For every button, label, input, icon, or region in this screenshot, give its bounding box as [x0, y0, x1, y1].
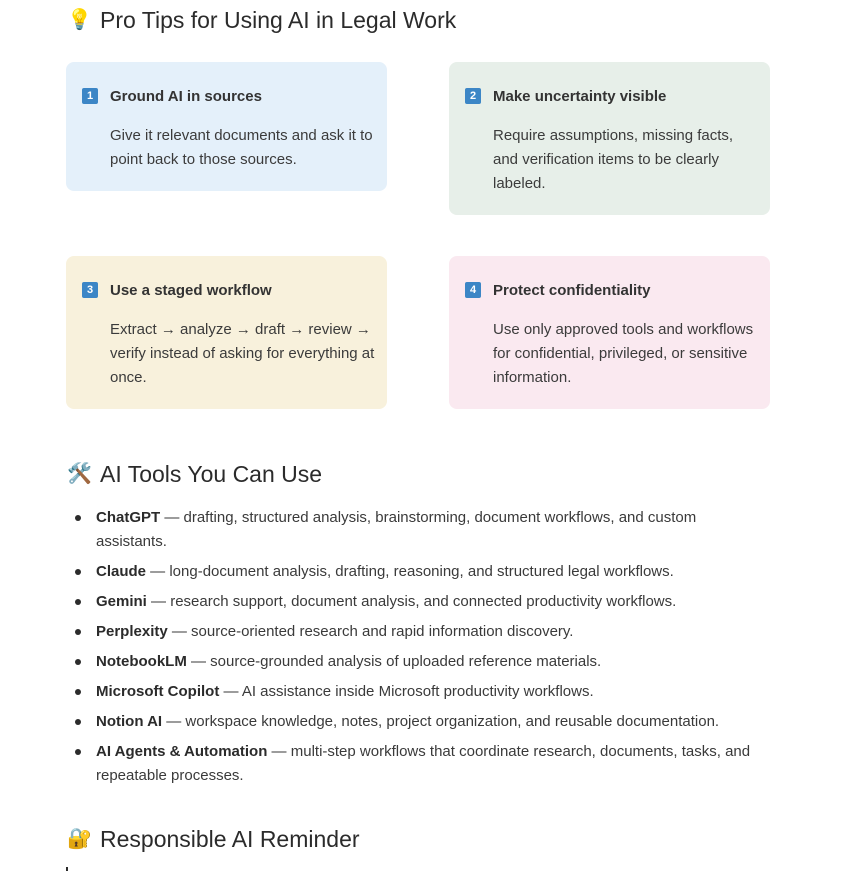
bullet-icon [75, 569, 81, 575]
list-item [67, 560, 767, 584]
number-four-icon: 4 [465, 282, 481, 298]
tool-name: Notion AI [96, 713, 163, 730]
tools-list [67, 506, 767, 794]
tip-body: Give it relevant documents and ask it to point back to those sources. [110, 127, 373, 168]
tools-heading [67, 458, 322, 490]
tool-description: — source-oriented research and rapid information discovery. [167, 623, 574, 640]
tool-name: Microsoft Copilot [96, 683, 220, 700]
tool-name: AI Agents & Automation [96, 743, 268, 760]
list-item [67, 740, 767, 788]
bullet-icon [75, 719, 81, 725]
list-item [67, 680, 767, 704]
tool-description: — AI assistance inside Microsoft productivity workflows. [219, 683, 594, 700]
pro-tips-title: Pro Tips for Using AI in Legal Work [100, 6, 457, 33]
lightbulb-icon: 💡 [67, 9, 92, 31]
pro-tips-heading [67, 4, 456, 36]
number-one-icon: 1 [82, 88, 98, 104]
bullet-icon [75, 629, 81, 635]
tools-title: AI Tools You Can Use [100, 460, 323, 487]
tip-title: Use a staged workflow [110, 281, 272, 299]
tool-name: Gemini [96, 593, 147, 610]
tip-body: Extract → analyze → draft → review → verify instead of asking for everything at once. [110, 321, 375, 386]
tool-description: — drafting, structured analysis, brainstorming, document workflows, and custom assistants. [96, 509, 697, 550]
tools-icon: 🛠️ [67, 463, 92, 485]
bullet-icon [75, 515, 81, 521]
tip-body: Use only approved tools and workflows for confidential, privileged, or sensitive information. [493, 321, 754, 386]
responsible-title: Responsible AI Reminder [100, 825, 360, 852]
tool-description: — long-document analysis, drafting, reasoning, and structured legal workflows. [146, 563, 674, 580]
tool-description: — research support, document analysis, and connected productivity workflows. [146, 593, 677, 610]
list-item [67, 650, 767, 674]
list-item [67, 590, 767, 614]
tool-name: NotebookLM [96, 653, 187, 670]
tool-name: Claude [96, 563, 147, 580]
tip-title: Protect confidentiality [493, 281, 651, 299]
number-two-icon: 2 [465, 88, 481, 104]
tip-card-3 [66, 256, 387, 409]
responsible-heading [67, 823, 360, 855]
list-item [67, 710, 767, 734]
tip-card-4 [449, 256, 770, 409]
tool-name: Perplexity [96, 623, 168, 640]
list-item [67, 620, 767, 644]
bullet-icon [75, 659, 81, 665]
tool-description: — source-grounded analysis of uploaded reference materials. [186, 653, 602, 670]
tool-description: — workspace knowledge, notes, project organization, and reusable documentation. [162, 713, 720, 730]
content-cutoff-mark [66, 867, 68, 871]
tip-title: Ground AI in sources [110, 87, 262, 105]
tip-card-1 [66, 62, 387, 191]
tip-card-2 [449, 62, 770, 215]
bullet-icon [75, 689, 81, 695]
list-item [67, 506, 767, 554]
lock-with-key-icon: 🔐 [67, 828, 92, 850]
bullet-icon [75, 749, 81, 755]
bullet-icon [75, 599, 81, 605]
tip-body: Require assumptions, missing facts, and verification items to be clearly labeled. [493, 127, 734, 192]
tool-name: ChatGPT [96, 509, 161, 526]
number-three-icon: 3 [82, 282, 98, 298]
tool-description: — multi-step workflows that coordinate research, documents, tasks, and repeatable processes. [96, 743, 751, 784]
tip-title: Make uncertainty visible [493, 87, 667, 105]
